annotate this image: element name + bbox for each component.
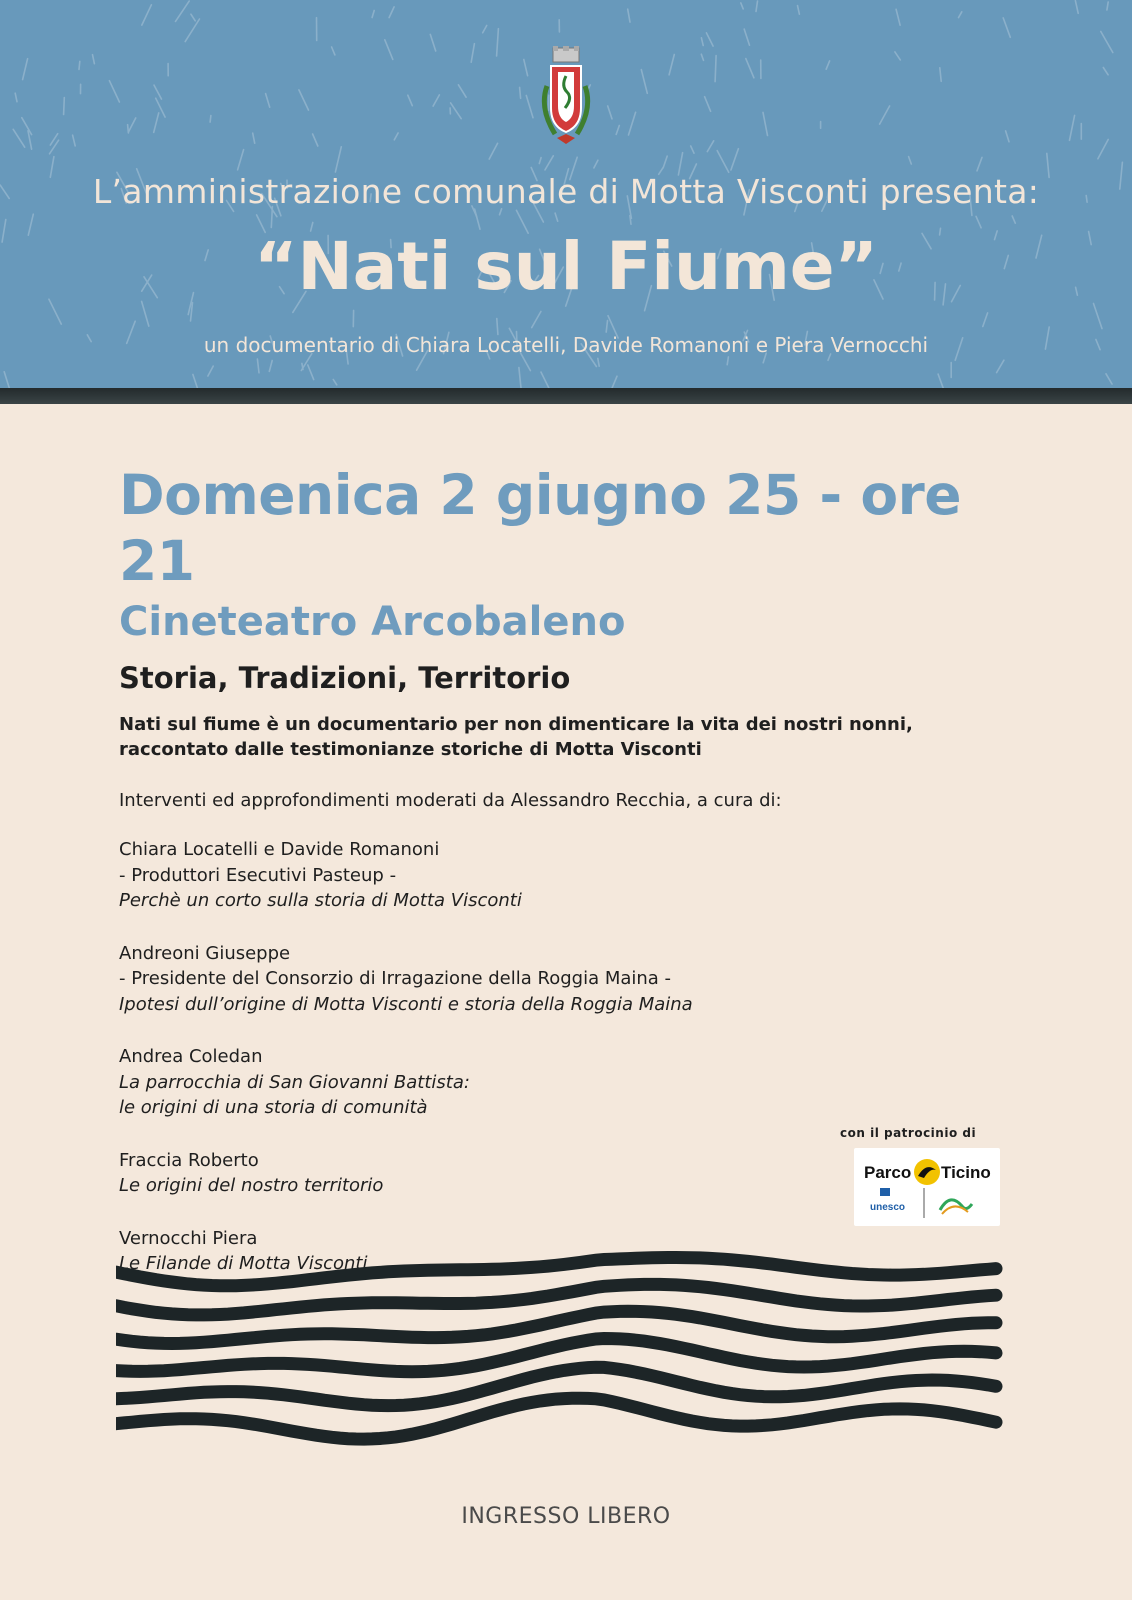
- river-waves-graphic: [116, 1248, 1012, 1458]
- scratch-mark: [598, 358, 599, 366]
- scratch-mark: [741, 3, 743, 9]
- scratch-mark: [13, 129, 25, 147]
- scratch-mark: [983, 313, 988, 327]
- scratch-mark: [73, 135, 76, 146]
- scratch-mark: [628, 9, 630, 22]
- scratch-mark: [940, 68, 941, 82]
- event-venue: Cineteatro Arcobaleno: [119, 599, 626, 645]
- speaker-talk: La parrocchia di San Giovanni Battista:: [119, 1071, 470, 1093]
- event-theme: Storia, Tradizioni, Territorio: [119, 661, 571, 695]
- logo-text: Parco: [864, 1163, 912, 1182]
- scratch-mark: [629, 112, 636, 135]
- scratch-mark: [744, 29, 749, 45]
- scratch-mark: [253, 133, 255, 143]
- scratch-mark: [1012, 216, 1015, 223]
- scratch-mark: [385, 40, 393, 60]
- scratch-mark: [93, 55, 95, 64]
- speaker-name: Andrea Coledan: [119, 1046, 263, 1067]
- scratch-mark: [541, 372, 553, 388]
- logo-text: unesco: [870, 1202, 906, 1213]
- scratch-mark: [938, 374, 946, 388]
- logo-text: Ticino: [941, 1163, 991, 1182]
- scratch-mark: [1101, 32, 1113, 53]
- scratch-mark: [433, 95, 439, 106]
- moderator-line: Interventi ed approfondimenti moderati da Alessandro Recchia, a cura di:: [119, 790, 782, 811]
- scratch-mark: [176, 1, 190, 21]
- scratch-mark: [717, 151, 729, 173]
- scratch-mark: [545, 156, 553, 170]
- scratch-mark: [706, 33, 713, 46]
- scratch-mark: [895, 52, 900, 60]
- unesco-temple-icon: [880, 1188, 890, 1196]
- scratch-mark: [156, 98, 165, 117]
- scratch-mark: [606, 321, 607, 333]
- scratch-mark: [109, 81, 119, 102]
- scratch-mark: [372, 11, 374, 18]
- speaker-role: - Produttori Esecutivi Pasteup -: [119, 864, 397, 886]
- speaker-name: Fraccia Roberto: [119, 1149, 259, 1171]
- scratch-mark: [489, 143, 497, 159]
- speaker-item: [119, 1044, 1019, 1121]
- scratch-mark: [826, 61, 829, 69]
- scratch-mark: [389, 7, 394, 18]
- speaker-item: [119, 837, 1019, 914]
- scratch-mark: [616, 126, 619, 135]
- scratch-mark: [977, 157, 982, 171]
- scratch-mark: [185, 19, 199, 42]
- biosphere-swirl-icon: [940, 1200, 972, 1210]
- scratch-mark: [142, 301, 149, 326]
- scratch-mark: [727, 357, 728, 365]
- scratch-mark: [539, 158, 541, 164]
- scratch-mark: [4, 372, 10, 388]
- municipal-crest-icon: [533, 46, 599, 150]
- speaker-talk: Ipotesi dull’origine di Motta Visconti e storia della Roggia Maina: [119, 993, 693, 1015]
- scratch-mark: [976, 216, 981, 227]
- scratch-mark: [208, 366, 213, 376]
- scratch-mark: [238, 150, 244, 170]
- scratch-mark: [663, 156, 667, 168]
- scratch-mark: [532, 312, 541, 328]
- scratch-mark: [50, 140, 59, 154]
- speaker-talk: Perchè un corto sulla storia di Motta Visconti: [119, 890, 522, 911]
- speaker-name: Vernocchi Piera: [119, 1227, 258, 1249]
- scratch-mark: [715, 56, 716, 82]
- scratch-mark: [880, 106, 890, 124]
- scratch-mark: [313, 134, 318, 146]
- scratch-mark: [1003, 18, 1010, 37]
- scratch-mark: [1070, 115, 1075, 140]
- scratch-mark: [430, 34, 435, 51]
- scratch-mark: [333, 380, 336, 385]
- scratch-mark: [1106, 374, 1112, 384]
- scratch-mark: [15, 93, 17, 102]
- scratch-mark: [266, 94, 270, 108]
- scratch-mark: [608, 106, 612, 119]
- header-banner: [0, 0, 1132, 388]
- scratch-mark: [332, 47, 335, 55]
- header-divider-band: [0, 388, 1132, 404]
- scratch-mark: [394, 133, 398, 140]
- scratch-mark: [257, 359, 259, 373]
- speaker-name: Andreoni Giuseppe: [119, 942, 291, 964]
- scratch-mark: [798, 6, 800, 15]
- documentary-title: “Nati sul Fiume”: [254, 228, 878, 305]
- scratch-mark: [609, 376, 617, 388]
- scratch-mark: [555, 213, 558, 221]
- scratch-mark: [701, 54, 703, 60]
- speaker-talk: Le origini del nostro territorio: [119, 1175, 384, 1196]
- scratch-mark: [154, 85, 162, 99]
- scratch-mark: [997, 360, 1004, 372]
- documentary-intro: [119, 712, 1019, 762]
- documentary-authors: un documentario di Chiara Locatelli, Davide Romanoni e Piera Vernocchi: [203, 333, 929, 357]
- scratch-mark: [335, 147, 341, 172]
- patronage-label: con il patrocinio di: [840, 1126, 977, 1140]
- speaker-talk: Le Filande di Motta Visconti: [119, 1253, 368, 1274]
- speaker-item: [119, 941, 1019, 1018]
- intro-line: Nati sul fiume è un documentario per non dimenticare la vita dei nostri nonni,: [119, 714, 913, 735]
- scratch-mark: [524, 60, 528, 76]
- scratch-mark: [519, 368, 522, 389]
- scratch-mark: [1098, 140, 1108, 159]
- scratch-mark: [193, 375, 198, 389]
- scratch-mark: [191, 14, 195, 21]
- scratch-mark: [142, 5, 152, 25]
- scratch-mark: [451, 103, 462, 119]
- presenter-line: L’amministrazione comunale di Motta Visconti presenta:: [92, 172, 1040, 211]
- scratch-mark: [22, 118, 32, 135]
- scratch-mark: [1006, 131, 1009, 142]
- scratch-mark: [1107, 2, 1108, 10]
- scratch-mark: [79, 61, 80, 69]
- scratch-mark: [129, 118, 136, 132]
- scratch-mark: [64, 98, 65, 115]
- speaker-role: - Presidente del Consorzio di Irragazione della Roggia Maina -: [119, 968, 672, 989]
- scratch-mark: [763, 112, 768, 135]
- scratch-mark: [1075, 1, 1078, 14]
- scratch-mark: [641, 70, 647, 94]
- speaker-talk: le origini di una storia di comunità: [119, 1097, 428, 1118]
- free-entry-label: INGRESSO LIBERO: [461, 1504, 671, 1529]
- scratch-mark: [1094, 304, 1103, 329]
- scratch-mark: [299, 90, 309, 110]
- speaker-name: Chiara Locatelli e Davide Romanoni: [119, 839, 440, 860]
- scratch-mark: [669, 55, 674, 75]
- scratch-mark: [707, 141, 713, 152]
- scratch-mark: [308, 365, 314, 380]
- scratch-mark: [731, 149, 739, 170]
- event-date: Domenica 2 giugno 25 - ore 21: [119, 463, 962, 593]
- scratch-mark: [756, 1, 758, 11]
- scratch-mark: [705, 97, 711, 112]
- parco-ticino-logo-graphic: [854, 1148, 1000, 1226]
- scratch-mark: [896, 9, 900, 25]
- scratch-mark: [497, 29, 499, 56]
- scratch-mark: [691, 146, 694, 153]
- parco-ticino-logo: [854, 1148, 1000, 1226]
- scratch-mark: [210, 116, 211, 123]
- scratch-mark: [746, 59, 754, 78]
- scratch-mark: [1103, 68, 1108, 75]
- scratch-mark: [701, 38, 703, 46]
- intro-line: raccontato dalle testimonianze storiche di Motta Visconti: [119, 739, 702, 760]
- scratch-mark: [909, 157, 912, 164]
- scratch-mark: [408, 95, 413, 106]
- scratch-mark: [526, 96, 533, 118]
- scratch-mark: [458, 85, 466, 97]
- scratch-mark: [154, 113, 159, 132]
- wave-line: [116, 1258, 996, 1286]
- scratch-mark: [269, 361, 272, 372]
- scratch-mark: [959, 12, 962, 18]
- scratch-mark: [520, 87, 521, 98]
- scratch-mark: [483, 26, 487, 33]
- wave-line: [116, 1398, 996, 1439]
- scratch-mark: [471, 44, 474, 63]
- scratch-mark: [594, 160, 598, 168]
- scratch-mark: [23, 59, 28, 80]
